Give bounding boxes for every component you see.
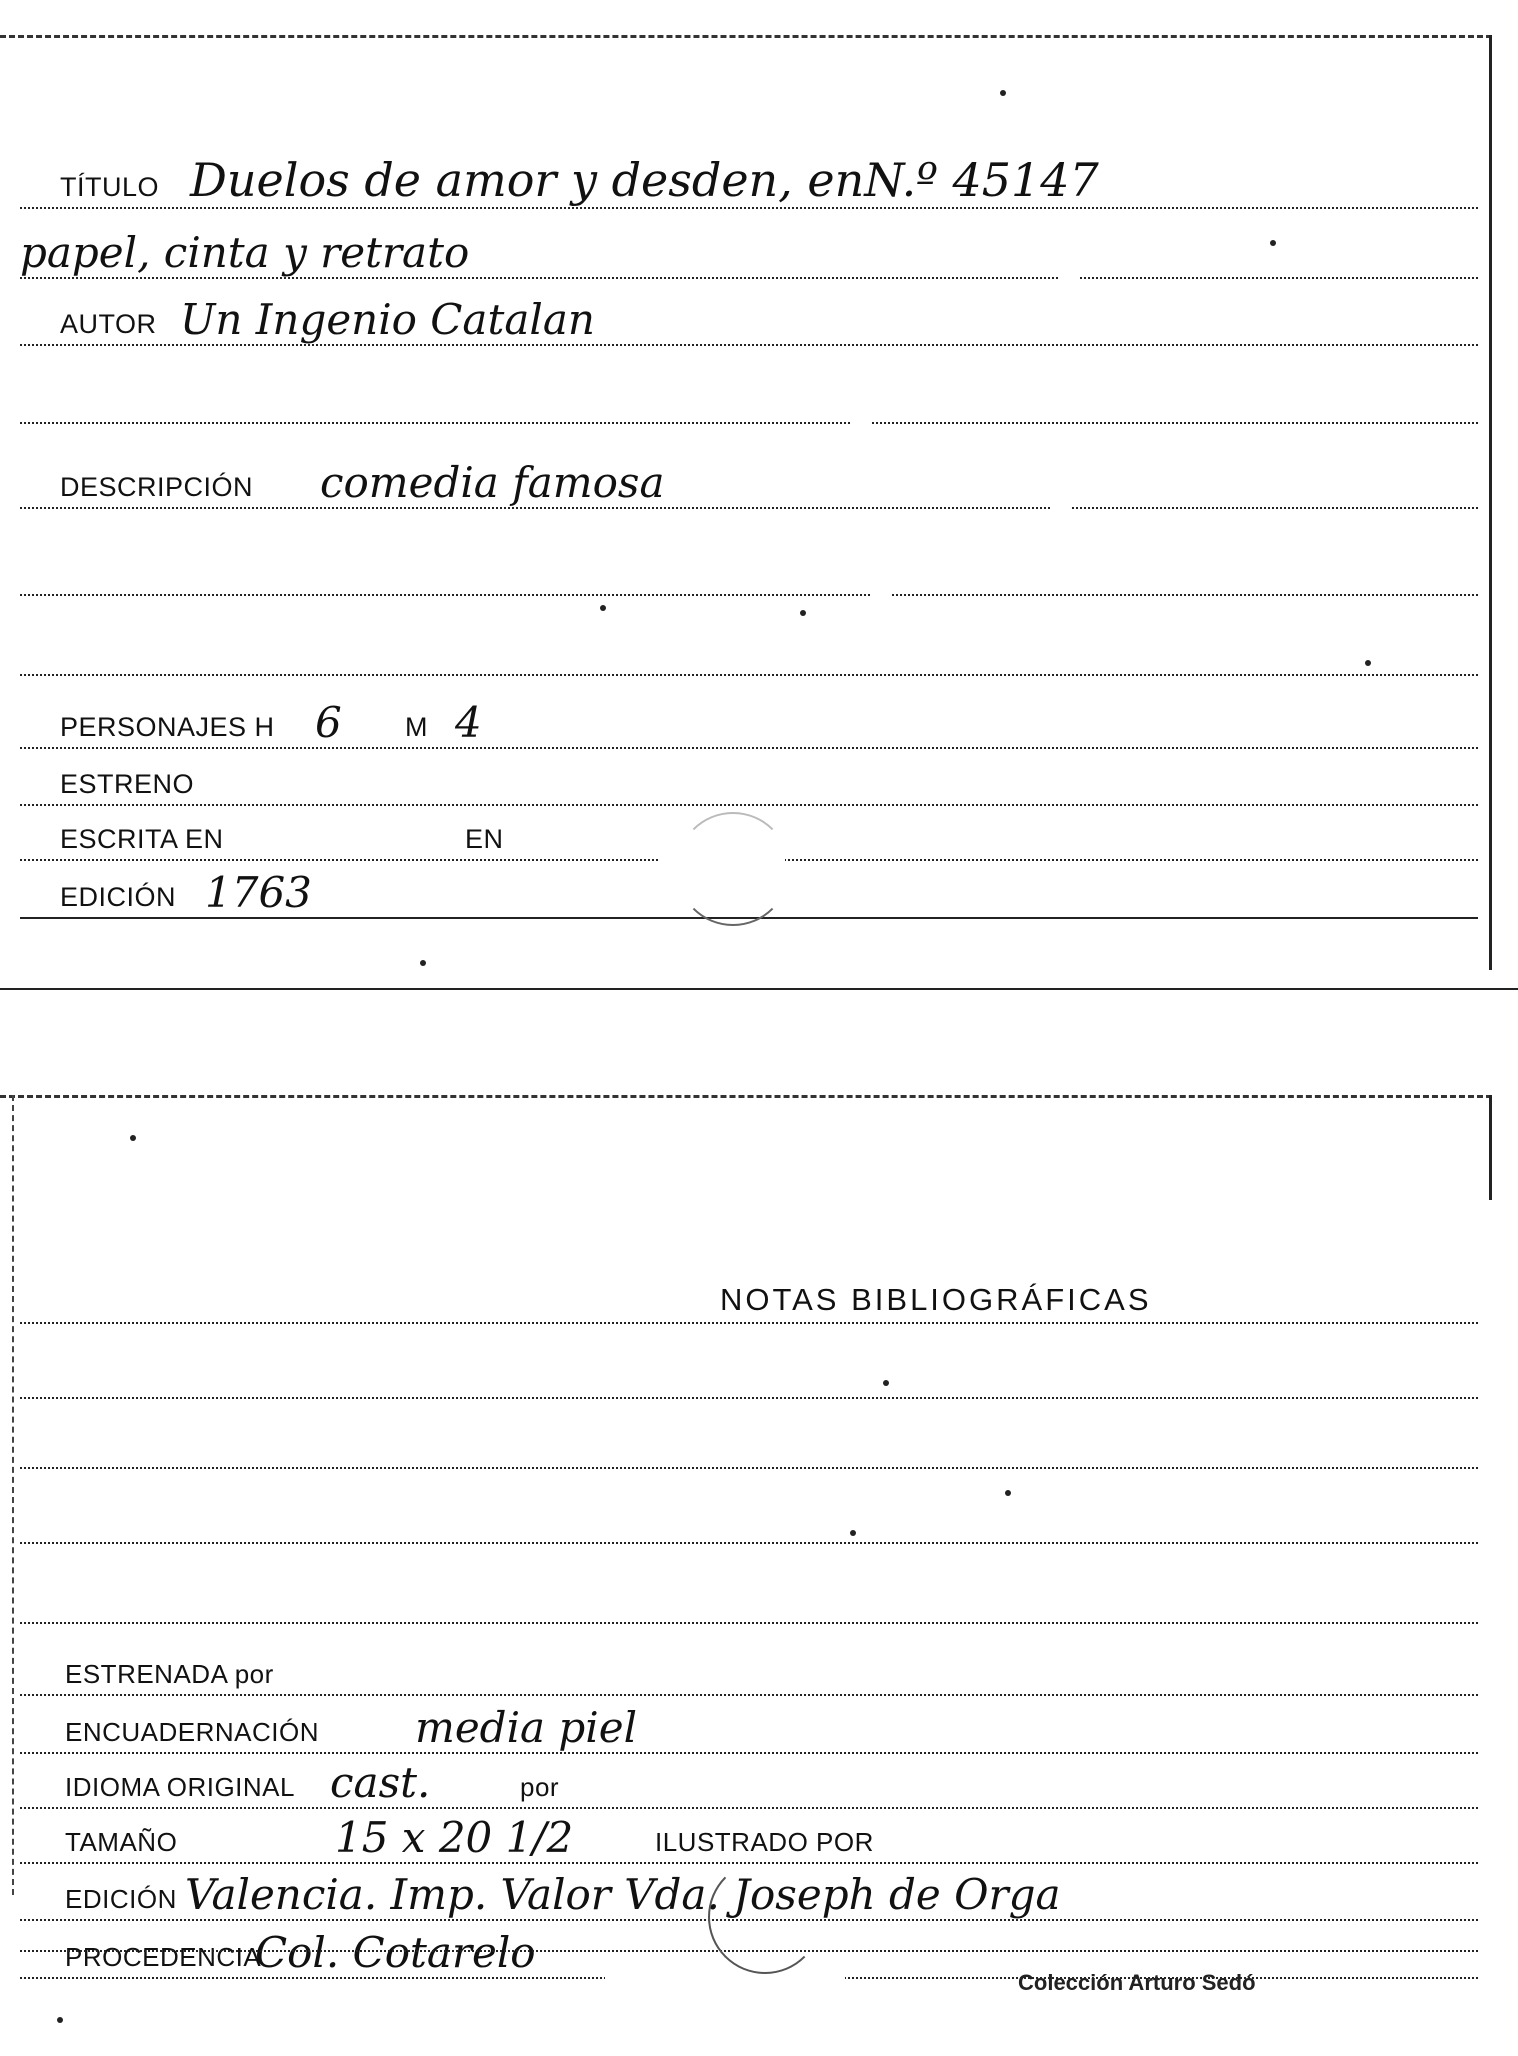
row-idioma [20, 1755, 1478, 1809]
speck [1365, 660, 1371, 666]
escrita-en-label: EN [465, 824, 504, 854]
titulo-value: Duelos de amor y desden, enN.º 45147 [190, 153, 1099, 207]
row-notas-blank-4 [20, 1570, 1478, 1624]
autor-value: Un Ingenio Catalan [180, 295, 595, 344]
procedencia-value: Col. Cotarelo [255, 1928, 536, 1977]
row-blank-3 [20, 622, 1478, 676]
card-top-edge [0, 35, 1492, 38]
catalog-card-front [0, 30, 1500, 970]
personajes-m-value: 4 [455, 698, 482, 747]
descripcion-label: DESCRIPCIÓN [60, 472, 254, 502]
edicion-back-value: Valencia. Imp. Valor Vda. Joseph de Orga [185, 1870, 1061, 1919]
row-encuadernacion [20, 1700, 1478, 1754]
card-divider [0, 988, 1518, 990]
speck [600, 605, 606, 611]
estrenada-label: ESTRENADA por [65, 1659, 274, 1689]
idioma-label: IDIOMA ORIGINAL [65, 1772, 295, 1802]
speck [130, 1135, 136, 1141]
row-notas-blank-3 [20, 1490, 1478, 1544]
speck [420, 960, 426, 966]
titulo-value-cont: papel, cinta y retrato [20, 228, 470, 277]
edicion-value: 1763 [205, 868, 312, 917]
edicion-back-label: EDICIÓN [65, 1884, 177, 1914]
speck [1000, 90, 1006, 96]
row-tamano [20, 1810, 1478, 1864]
collection-footer: Colección Arturo Sedó [1018, 1970, 1256, 1995]
idioma-value: cast. [330, 1758, 431, 1807]
encuadernacion-label: ENCUADERNACIÓN [65, 1717, 320, 1747]
autor-label: AUTOR [60, 309, 157, 339]
procedencia-label: PROCEDENCIA [65, 1942, 262, 1972]
ilustrado-label: ILUSTRADO POR [655, 1827, 874, 1857]
row-titulo [20, 155, 1478, 209]
card-left-edge [12, 1095, 14, 1895]
personajes-m-label: M [405, 712, 428, 742]
tamano-value: 15 x 20 1/2 [335, 1813, 574, 1862]
encuadernacion-value: media piel [415, 1703, 637, 1752]
speck [883, 1380, 889, 1386]
row-blank-1 [20, 370, 1478, 424]
speck [800, 610, 806, 616]
card-right-edge [1489, 1095, 1492, 1200]
row-estrenada [20, 1642, 1478, 1696]
row-blank-2 [20, 542, 1478, 596]
row-descripcion [20, 455, 1478, 509]
row-titulo-cont [20, 225, 1478, 279]
speck [57, 2017, 63, 2023]
escrita-label: ESCRITA EN [60, 824, 224, 854]
row-personajes [20, 695, 1478, 749]
speck [850, 1530, 856, 1536]
card-top-edge [0, 1095, 1492, 1098]
punch-hole [676, 812, 790, 926]
punch-hole [708, 1860, 822, 1974]
estreno-label: ESTRENO [60, 769, 195, 799]
row-notas-blank-2 [20, 1415, 1478, 1469]
personajes-h-value: 6 [315, 698, 342, 747]
row-autor [20, 292, 1478, 346]
card-right-edge [1489, 35, 1492, 970]
idioma-por-label: por [520, 1772, 560, 1802]
row-notas-title [20, 1270, 1478, 1324]
speck [1005, 1490, 1011, 1496]
titulo-label: TÍTULO [60, 172, 160, 202]
descripcion-value: comedia famosa [320, 458, 665, 507]
notas-title: NOTAS BIBLIOGRÁFICAS [720, 1282, 1152, 1317]
row-notas-blank-1 [20, 1345, 1478, 1399]
speck [1270, 240, 1276, 246]
row-estreno [20, 752, 1478, 806]
tamano-label: TAMAÑO [65, 1827, 178, 1857]
personajes-label: PERSONAJES H [60, 712, 275, 742]
edicion-label: EDICIÓN [60, 882, 177, 912]
